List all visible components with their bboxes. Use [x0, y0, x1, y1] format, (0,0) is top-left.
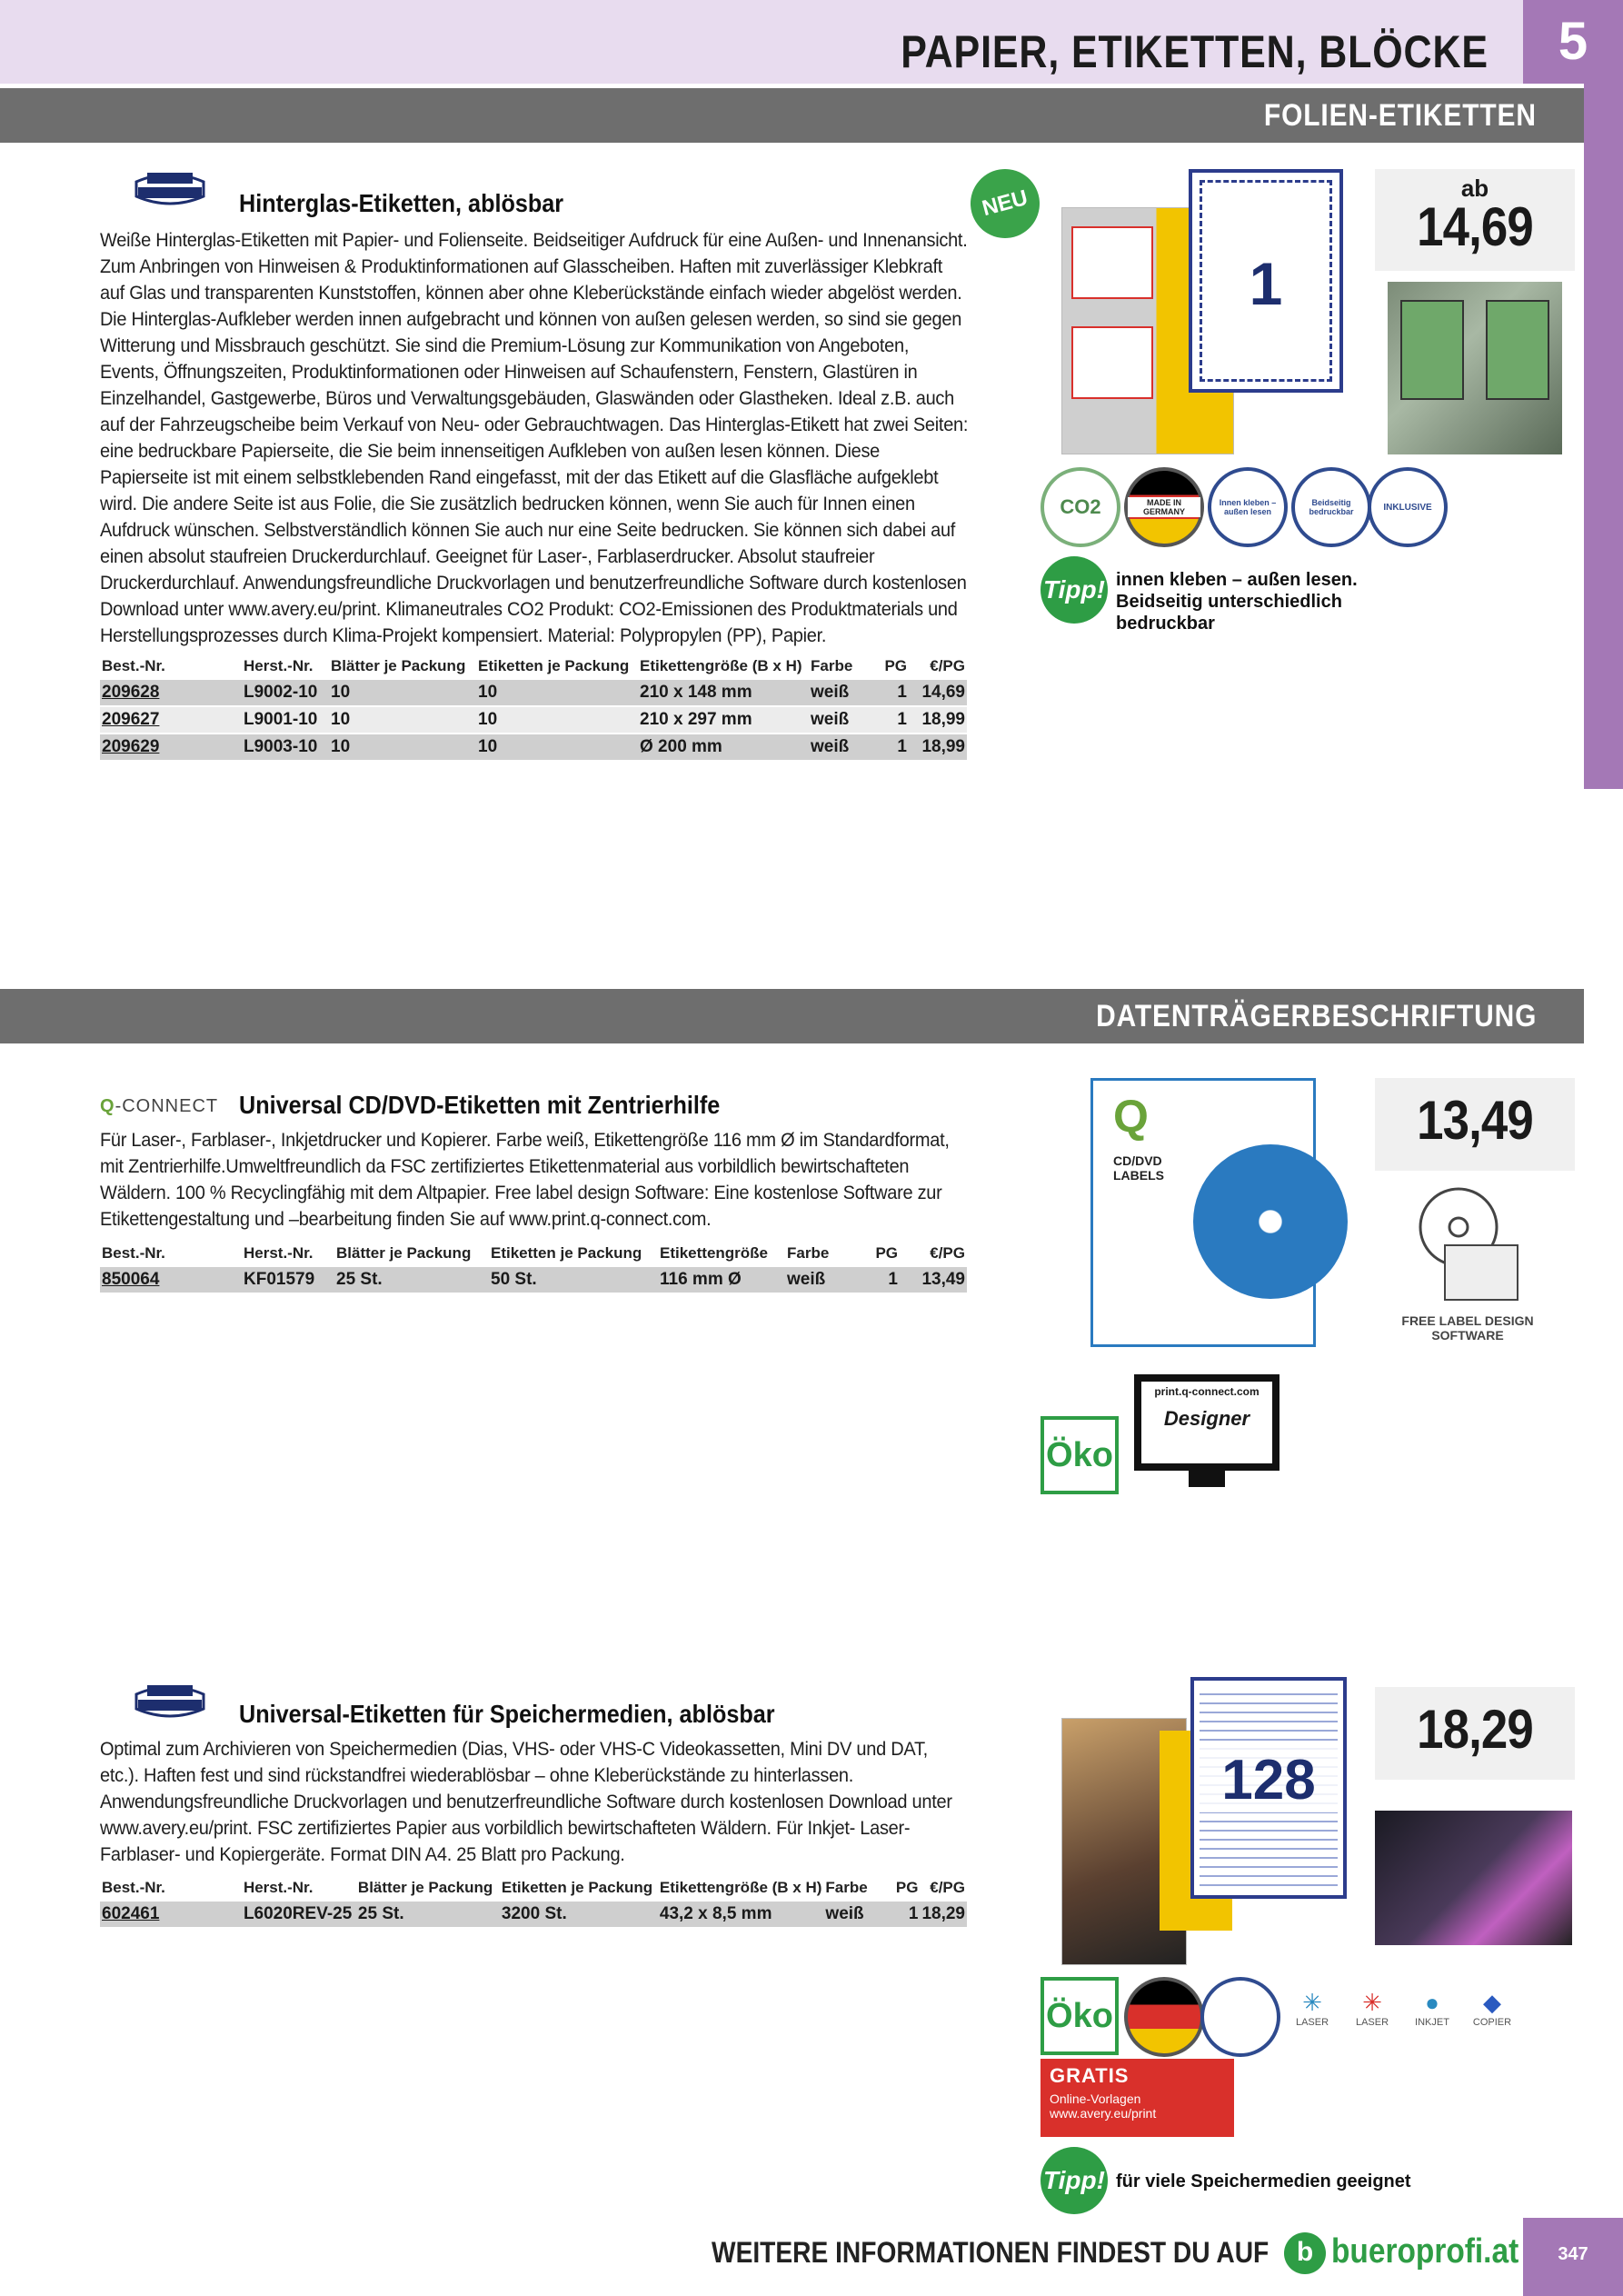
table-row[interactable]: [100, 706, 967, 734]
section-title: DATENTRÄGERBESCHRIFTUNG: [1095, 999, 1537, 1033]
chapter-title: PAPIER, ETIKETTEN, BLÖCKE: [901, 26, 1489, 77]
bueroprofi-logo-icon[interactable]: b: [1284, 2232, 1326, 2274]
col-header: Etiketten je Packung: [478, 657, 630, 674]
product-title: Universal CD/DVD-Etiketten mit Zentrierhilfe: [239, 1091, 721, 1119]
footer-text: WEITERE INFORMATIONEN FINDEST DU AUF: [712, 2236, 1270, 2269]
order-number-link[interactable]: 602461: [102, 1904, 160, 1923]
section-bar-folien-etiketten: [0, 88, 1584, 143]
col-header: Best.-Nr.: [102, 1879, 165, 1896]
price-box: [1375, 1078, 1575, 1171]
labels-per-sheet: 128: [1194, 1748, 1343, 1812]
col-header: Etiketten je Packung: [501, 1879, 653, 1896]
col-header: Herst.-Nr.: [244, 1244, 314, 1262]
section-bar-datentraegerbeschriftung: [0, 989, 1584, 1043]
col-header: Etiketten je Packung: [491, 1244, 642, 1262]
cell: 210 x 148 mm: [640, 683, 752, 702]
laser-printer-icon: ✳ LASER: [1295, 1989, 1329, 2028]
label-sheet-image: [1190, 1677, 1347, 1899]
cell: 18,99: [921, 710, 965, 729]
cd-label-package-image[interactable]: [1090, 1078, 1316, 1347]
beidseitig-bedruckbar-icon: Beidseitig bedruckbar: [1291, 467, 1371, 547]
cell: 1: [888, 1270, 898, 1289]
tipp-text: für viele Speichermedien geeignet: [1116, 2171, 1411, 2191]
table-header-row: [100, 1242, 967, 1266]
cell: 1: [897, 710, 907, 729]
window-label-example: [1400, 300, 1464, 400]
product-description: Für Laser-, Farblaser-, Inkjetdrucker und Kopierer. Farbe weiß, Etikettengröße 116 mm Ø im Standardformat, mit Zentrierhilfe.Umweltfreundlich da FSC zertifiziertes Etikettenmaterial aus vorbildlich bewirtschafteten Wäldern. 100 % Recyclingfähig mit dem Altpapier. Free label design Software: Eine kostenlose Software zur Etikettengestaltung und –bearbeitung finden Sie auf www.print.q-connect.com.: [100, 1129, 950, 1230]
cell: L9002-10: [244, 683, 318, 702]
col-header: PG: [875, 1244, 898, 1262]
product-spec-table: [100, 1876, 967, 1927]
product-spec-table: [100, 654, 967, 760]
sample-label-image: [1071, 226, 1153, 299]
cell: 10: [331, 737, 351, 756]
price-box: [1375, 169, 1575, 271]
cell: weiß: [825, 1904, 864, 1923]
col-header: €/PG: [930, 657, 965, 674]
cell: 210 x 297 mm: [640, 710, 752, 729]
col-header: Farbe: [787, 1244, 830, 1262]
col-header: Herst.-Nr.: [244, 657, 314, 674]
col-header: PG: [895, 1879, 919, 1896]
table-header-row: [100, 654, 967, 679]
order-number-link[interactable]: 209629: [102, 737, 160, 756]
cell: L6020REV-25: [243, 1904, 353, 1923]
made-in-germany-badge-icon: MADE IN GERMANY: [1124, 467, 1204, 547]
monitor-stand: [1189, 1471, 1225, 1487]
product-title: Universal-Etiketten für Speichermedien, ablösbar: [239, 1700, 775, 1728]
cell: L9003-10: [244, 737, 318, 756]
cell: 43,2 x 8,5 mm: [659, 1904, 772, 1923]
product-description: Weiße Hinterglas-Etiketten mit Papier- und Folienseite. Beidseitiger Aufdruck für eine Außen- und Innenansicht. Zum Anbringen von Hinweisen & Produktinformationen auf Glasscheiben. Haften mit zuverlässiger Klebkraft auf Glas und transparenten Kunststoffen, können aber ohne Kleberückstände einfach wieder abgelöst werden. Die Hinterglas-Aufkleber werden innen aufgebracht und können von außen gelesen werden, so sind sie gegen Witterung und Missbrauch geschützt. Sie sind die Premium-Lösung zur Kommunikation von Angeboten, Events, Öffnungszeiten, Produktinformationen oder Hinweisen auf Schaufenstern, Fenstern, Glastüren in Einzelhandel, Gastgewerbe, Büros und Verwaltungsgebäuden, Glaswänden oder Glastheken. Ideal z.B. auch auf der Fahrzeugscheibe beim Verkauf von Neu- oder Gebrauchtwagen. Das Hinterglas-Etikett hat zwei Seiten: eine bedruckbare Papierseite, die Sie beim innenseitigen Aufkleben von außen lesen können. Diese Papierseite ist mit einem selbstklebenden Rand eingefasst, mit der das Etikett auf die Glasfläche aufgeklebt wird. Die andere Seite ist aus Folie, die Sie zusätzlich bedrucken können, wenn Sie auch für Innen einen Aufdruck wünschen. Selbstverständlich können Sie auch nur eine Seite bedrucken. Sie können sich dabei auf einen absolut staufreien Druckerdurchlauf. Geeignet für Laser-, Farblaserdrucker. Absolut staufreier Druckerdurchlauf. Anwendungsfreundliche Druckvorlagen und benutzerfreundliche Software durch kostenlosen Download unter www.avery.eu/print. Klimaneutrales CO2 Produkt: CO2-Emissionen des Produktmaterials und Herstellungsprozesses durch Klima-Projekt kompensiert. Material: Polypropylen (PP), Papier.: [100, 229, 969, 646]
gratis-line1: Online-Vorlagen: [1050, 2091, 1141, 2106]
application-photo[interactable]: [1388, 282, 1562, 454]
col-header: PG: [884, 657, 907, 674]
designer-software-monitor-icon: [1134, 1374, 1279, 1492]
col-header: €/PG: [930, 1244, 965, 1262]
avery-zweckform-logo-icon: [129, 169, 211, 215]
innen-kleben-aussen-lesen-icon: Innen kleben – außen lesen: [1208, 467, 1288, 547]
col-header: Etikettengröße: [660, 1244, 769, 1262]
cell: 18,29: [921, 1904, 965, 1923]
col-header: Herst.-Nr.: [243, 1879, 314, 1896]
page-number: 347: [1523, 2218, 1623, 2296]
q-connect-logo-icon: Q-CONNECT: [100, 1096, 219, 1116]
table-header-row: [100, 1876, 967, 1901]
order-number-link[interactable]: 209627: [102, 710, 160, 729]
col-header: Blätter je Packung: [331, 657, 466, 674]
price-value: 18,29: [1417, 1699, 1533, 1760]
col-header: Etikettengröße (B x H): [640, 657, 802, 674]
avery-zweckform-logo-icon: [129, 1682, 211, 1727]
cell: 116 mm Ø: [660, 1270, 742, 1289]
gratis-url-link[interactable]: www.avery.eu/print: [1050, 2106, 1157, 2121]
order-number-link[interactable]: 850064: [102, 1270, 160, 1289]
oeko-badge: Öko: [1041, 1977, 1119, 2055]
col-header: Best.-Nr.: [102, 1244, 165, 1262]
inkjet-printer-icon: ● INKJET: [1415, 1989, 1449, 2028]
price-prefix: ab: [1460, 175, 1489, 202]
col-header: Best.-Nr.: [102, 657, 165, 674]
section-title: FOLIEN-ETIKETTEN: [1264, 98, 1537, 133]
sample-label-image: [1071, 326, 1153, 399]
chapter-number-tab[interactable]: 5: [1523, 0, 1623, 84]
table-row[interactable]: [100, 1901, 967, 1927]
cell: 14,69: [921, 683, 965, 702]
cell: weiß: [787, 1270, 826, 1289]
cell: 10: [331, 683, 351, 702]
price-value: 13,49: [1417, 1090, 1533, 1151]
col-header: Blätter je Packung: [357, 1879, 493, 1896]
free-label-software-icon: [1399, 1182, 1536, 1356]
col-header: Farbe: [825, 1879, 868, 1896]
co2-neutral-badge-icon: CO2: [1041, 467, 1120, 547]
table-row[interactable]: [100, 679, 967, 706]
cell: 10: [478, 683, 498, 702]
copier-icon: ◆ COPIER: [1472, 1989, 1512, 2028]
window-label-example: [1486, 300, 1549, 400]
label-sheet-image: [1189, 169, 1343, 393]
color-laser-printer-icon: ✳ LASER: [1355, 1989, 1389, 2028]
cell: Ø 200 mm: [640, 737, 722, 756]
table-row[interactable]: [100, 734, 967, 760]
monitor-brand: Designer: [1163, 1407, 1250, 1430]
col-header: Etikettengröße (B x H): [659, 1879, 822, 1896]
order-number-link[interactable]: 209628: [102, 683, 160, 702]
cd-hand-icon: [1409, 1182, 1527, 1309]
bueroprofi-link[interactable]: bueroprofi.at: [1331, 2232, 1519, 2271]
col-header: Farbe: [811, 657, 853, 674]
new-badge: NEU: [962, 161, 1047, 245]
cell: 50 St.: [491, 1270, 537, 1289]
media-application-photo[interactable]: [1375, 1811, 1572, 1945]
inklusive-gestaltungsvorlagen-icon: [1200, 1977, 1280, 2057]
product-description: Optimal zum Archivieren von Speichermedien (Dias, VHS- oder VHS-C Videokassetten, Mini DV und DAT, etc.). Haften fest und sind rückstandfrei wiederablösbar – ohne Kleberückstände zu hinterlassen. Anwendungsfreundliche Druckvorlagen und benutzerfreundliche Software durch kostenlosen Download unter www.avery.eu/print. FSC zertifiziertes Papier aus vorbildlich bewirtschafteten Wäldern. Für Inkjet- Laser- Farblaser- und Kopiergeräte. Format DIN A4. 25 Blatt pro Packung.: [100, 1738, 952, 1865]
cell: 25 St.: [357, 1904, 404, 1923]
tipp-badge: Tipp!: [1041, 2147, 1108, 2214]
col-header: €/PG: [930, 1879, 965, 1896]
cell: 1: [908, 1904, 919, 1923]
cell: 25 St.: [336, 1270, 383, 1289]
cell: KF01579: [244, 1270, 315, 1289]
table-row[interactable]: [100, 1266, 967, 1293]
chapter-side-stripe: [1584, 84, 1623, 789]
cell: weiß: [811, 737, 850, 756]
free-software-text: FREE LABEL DESIGN SOFTWARE: [1401, 1313, 1534, 1343]
cell: weiß: [811, 710, 850, 729]
cell: weiß: [811, 683, 850, 702]
cell: 13,49: [921, 1270, 965, 1289]
cd-disc-icon: [1193, 1144, 1348, 1299]
monitor-url: print.q-connect.com: [1154, 1385, 1260, 1398]
product-spec-table: [100, 1242, 967, 1293]
price-box: [1375, 1687, 1575, 1780]
tipp-text: innen kleben – außen lesen. Beidseitig unterschiedlich bedruckbar: [1116, 570, 1358, 634]
cell: 1: [897, 683, 907, 702]
inklusive-gestaltungsvorlagen-icon: INKLUSIVE: [1368, 467, 1448, 547]
q-logo-icon: Q: [1113, 1091, 1149, 1142]
oeko-badge: Öko: [1041, 1416, 1119, 1494]
product-title: Hinterglas-Etiketten, ablösbar: [239, 189, 564, 217]
cell: 18,99: [921, 737, 965, 756]
cell: 3200 St.: [501, 1904, 567, 1923]
gratis-online-vorlagen-banner[interactable]: [1041, 2059, 1234, 2137]
cell: 1: [897, 737, 907, 756]
made-in-germany-badge-icon: [1124, 1977, 1204, 2057]
labels-per-sheet: 1: [1249, 250, 1283, 317]
col-header: Blätter je Packung: [336, 1244, 472, 1262]
cell: L9001-10: [244, 710, 318, 729]
price-value: 14,69: [1417, 196, 1533, 257]
gratis-title: GRATIS: [1050, 2064, 1130, 2087]
monitor-screen: [1134, 1374, 1279, 1471]
cell: 10: [331, 710, 351, 729]
pack-label: CD/DVD LABELS: [1113, 1153, 1164, 1183]
cell: 10: [478, 710, 498, 729]
cell: 10: [478, 737, 498, 756]
tipp-badge: Tipp!: [1041, 556, 1108, 624]
